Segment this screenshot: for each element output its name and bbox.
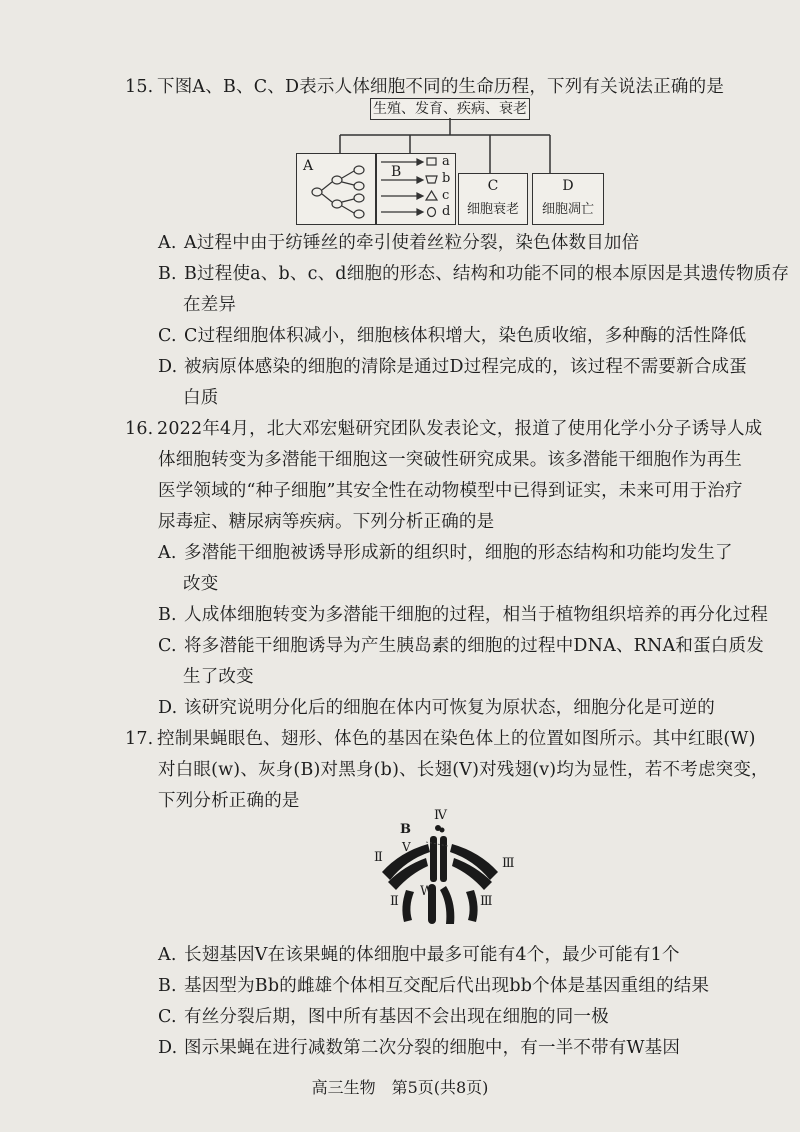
diagram-label-a: a <box>442 154 450 169</box>
q16-option-d <box>158 696 715 720</box>
label-V: V <box>402 840 411 854</box>
option-text: 该研究说明分化后的细胞在体内可恢复为原状态，细胞分化是可逆的 <box>184 698 715 718</box>
option-text: 人成体细胞转变为多潜能干细胞的过程，相当于植物组织培养的再分化过程 <box>184 605 769 625</box>
label-W: W <box>420 884 434 899</box>
q15-option-b <box>158 262 789 286</box>
diagram-D-label: D <box>562 178 574 194</box>
q15-number: 15. <box>125 77 154 97</box>
q16-option-c-cont: 生了改变 <box>183 667 254 687</box>
option-label: C. <box>158 636 177 656</box>
q17-stem-line-1 <box>125 727 756 751</box>
q15-stem <box>125 75 724 99</box>
diagram-box-C <box>458 173 528 225</box>
q16-stem-text: 2022年4月，北大邓宏魁研究团队发表论文，报道了使用化学小分子诱导人成 <box>157 419 763 439</box>
diagram-box-D <box>532 173 604 225</box>
option-label: D. <box>158 357 178 377</box>
option-text: 长翅基因V在该果蝇的体细胞中最多可能有4个，最少可能有1个 <box>184 945 680 965</box>
label-III-right: Ⅲ <box>502 856 515 871</box>
q16-number: 16. <box>125 419 154 439</box>
q15-option-b-cont: 在差异 <box>183 295 237 315</box>
q16-option-c <box>158 634 764 658</box>
q15-option-a <box>158 231 639 255</box>
diagram-C-text: 细胞衰老 <box>466 202 519 217</box>
q17-number: 17. <box>125 729 154 749</box>
option-text: C过程细胞体积减小，细胞核体积增大，染色质收缩，多种酶的活性降低 <box>184 326 747 346</box>
diagram-B-label: B <box>391 164 402 180</box>
q16-stem-line-2: 体细胞转变为多潜能干细胞这一突破性研究成果。该多潜能干细胞作为再生 <box>158 450 743 470</box>
diagram-label-b: b <box>442 171 451 186</box>
label-B: B <box>400 822 411 837</box>
option-label: D. <box>158 1038 178 1058</box>
q16-stem-line-4: 尿毒症、糖尿病等疾病。下列分析正确的是 <box>158 512 495 532</box>
q16-stem-line-3: 医学领域的“种子细胞”其安全性在动物模型中已得到证实，未来可用于治疗 <box>158 481 743 501</box>
diagram-box-B <box>376 153 456 225</box>
diagram-A-label: A <box>303 158 314 174</box>
q16-stem-line-1 <box>125 417 762 441</box>
q17-option-a <box>158 943 680 967</box>
diagram-label-d: d <box>442 204 451 219</box>
option-text: A过程中由于纺锤丝的牵引使着丝粒分裂，染色体数目加倍 <box>184 233 640 253</box>
option-text: 图示果蝇在进行减数第二次分裂的细胞中，有一半不带有W基因 <box>184 1038 681 1058</box>
option-label: A. <box>158 945 177 965</box>
diagram-C-label: C <box>487 178 499 194</box>
q15-option-c <box>158 324 746 348</box>
page-footer: 高三生物 第5页(共8页) <box>311 1078 489 1097</box>
option-label: B. <box>158 264 177 284</box>
option-text: B过程使a、b、c、d细胞的形态、结构和功能不同的根本原因是其遗传物质存 <box>184 264 790 284</box>
diagram-box-A <box>296 153 376 225</box>
label-II-left: Ⅱ <box>374 850 383 865</box>
cell-division-tree-icon <box>297 154 375 224</box>
option-text: 被病原体感染的细胞的清除是通过D过程完成的，该过程不需要新合成蛋 <box>184 357 747 377</box>
chromosomes-icon <box>360 812 520 932</box>
diagram-top-box: 生殖、发育、疾病、衰老 <box>370 98 530 120</box>
diagram-label-c: c <box>442 188 450 203</box>
option-label: C. <box>158 326 177 346</box>
option-text: 有丝分裂后期，图中所有基因不会出现在细胞的同一极 <box>184 1007 609 1027</box>
option-label: B. <box>158 976 177 996</box>
q17-stem-text: 控制果蝇眼色、翅形、体色的基因在染色体上的位置如图所示。其中红眼(W) <box>157 729 756 749</box>
option-text: 将多潜能干细胞诱导为产生胰岛素的细胞的过程中DNA、RNA和蛋白质发 <box>184 636 764 656</box>
q15-option-d <box>158 355 747 379</box>
label-II-bottom: Ⅱ <box>390 894 399 909</box>
q15-stem-text: 下图A、B、C、D表示人体细胞不同的生命历程，下列有关说法正确的是 <box>157 77 725 97</box>
option-label: C. <box>158 1007 177 1027</box>
label-III-bottom: Ⅲ <box>480 894 493 909</box>
q16-option-a-cont: 改变 <box>183 574 219 594</box>
q17-option-b <box>158 974 709 998</box>
option-label: A. <box>158 233 177 253</box>
option-label: B. <box>158 605 177 625</box>
q17-stem-line-3: 下列分析正确的是 <box>158 791 300 811</box>
option-text: 多潜能干细胞被诱导形成新的组织时，细胞的形态结构和功能均发生了 <box>184 543 733 563</box>
diagram-D-text: 细胞凋亡 <box>541 202 594 217</box>
q15-option-d-cont: 白质 <box>183 388 219 408</box>
label-IV: Ⅳ <box>434 808 447 823</box>
q16-option-a <box>158 541 733 565</box>
option-label: D. <box>158 698 178 718</box>
q17-option-c <box>158 1005 609 1029</box>
q16-option-b <box>158 603 768 627</box>
chromosome-karyotype-figure <box>360 808 520 932</box>
q17-stem-line-2: 对白眼(w)、灰身(B)对黑身(b)、长翅(V)对残翅(v)均为显性，若不考虑突变， <box>158 760 769 780</box>
option-label: A. <box>158 543 177 563</box>
option-text: 基因型为Bb的雌雄个体相互交配后代出现bb个体是基因重组的结果 <box>184 976 710 996</box>
q17-option-d <box>158 1036 680 1060</box>
